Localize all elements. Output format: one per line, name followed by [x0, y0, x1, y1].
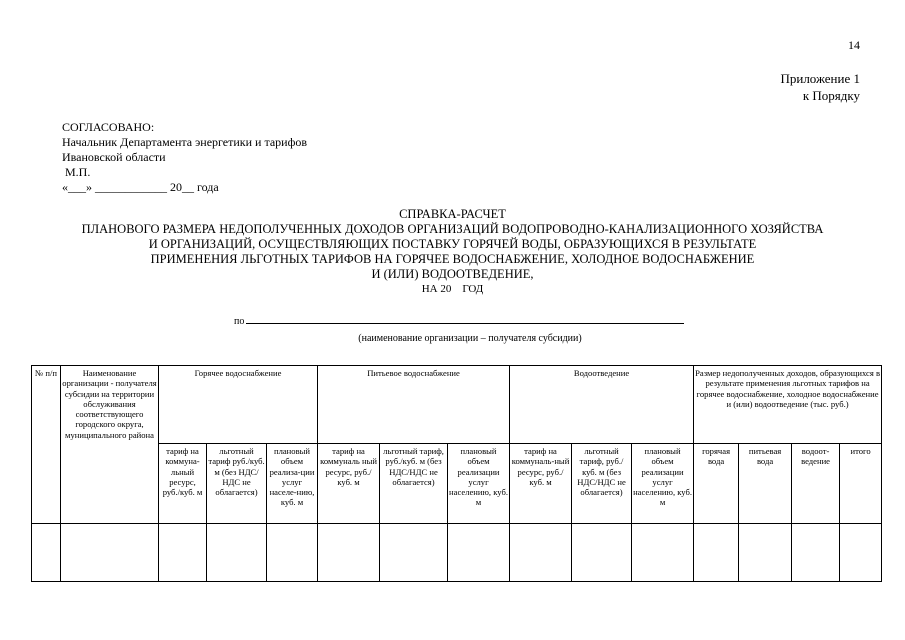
table-cell[interactable] [840, 524, 882, 582]
table-cell[interactable] [448, 524, 510, 582]
header-hot-tariff: тариф на коммуна-льный ресурс, руб./куб. м [159, 444, 207, 524]
calculation-table [31, 365, 882, 582]
header-hot-planned-volume: плановый объем реализа-ции услуг населе-нию, куб. м [267, 444, 318, 524]
header-loss-hot-water: горячая вода [694, 444, 739, 524]
table-cell[interactable] [632, 524, 694, 582]
table-row [32, 524, 882, 582]
approval-stamp: М.П. [62, 165, 91, 179]
table-cell[interactable] [572, 524, 632, 582]
header-drainage-tariff: тариф на коммуналь-ный ресурс, руб./куб. м [510, 444, 572, 524]
header-organization-name: Наименование организации - получателя субсидии на территории обслуживания соответствующего городского округа, муниципального района [61, 366, 159, 524]
header-drainage: Водоотведение [510, 366, 694, 444]
header-drainage-planned-volume: плановый объем реализации услуг населению, куб. м [632, 444, 694, 524]
title-line-1: СПРАВКА-РАСЧЕТ [399, 207, 506, 221]
header-loss-total: итого [840, 444, 882, 524]
header-drinking-water-supply: Питьевое водоснабжение [318, 366, 510, 444]
appendix-line-2: к Порядку [802, 88, 860, 103]
header-drinking-planned-volume: плановый объем реализации услуг населению, куб. м [448, 444, 510, 524]
title-year-line: НА 20 ГОД [421, 283, 484, 295]
table-cell[interactable] [792, 524, 840, 582]
organization-line [234, 314, 684, 327]
appendix-line-1: Приложение 1 [780, 71, 860, 86]
organization-prefix: по [234, 316, 245, 327]
page-number: 14 [848, 38, 860, 52]
header-lost-income: Размер недополученных доходов, образующихся в результате применения льготных тарифов на горячее водоснабжение, холодное водоснабжение и (или) водоотведение (тыс. руб.) [694, 366, 882, 444]
header-loss-drainage: водоот-ведение [792, 444, 840, 524]
table-cell[interactable] [207, 524, 267, 582]
header-drinking-tariff: тариф на коммуналь ный ресурс, руб./куб. м [318, 444, 380, 524]
document-title [45, 207, 860, 297]
title-line-2: ПЛАНОВОГО РАЗМЕРА НЕДОПОЛУЧЕННЫХ ДОХОДОВ ОРГАНИЗАЦИЙ ВОДОПРОВОДНО-КАНАЛИЗАЦИОННОГО ХОЗЯЙСТВА [81, 222, 824, 236]
table-cell[interactable] [510, 524, 572, 582]
table-cell[interactable] [61, 524, 159, 582]
table-cell[interactable] [694, 524, 739, 582]
table-cell[interactable] [318, 524, 380, 582]
table-cell[interactable] [267, 524, 318, 582]
table-cell[interactable] [739, 524, 792, 582]
table-cell[interactable] [159, 524, 207, 582]
header-hot-water-supply: Горячее водоснабжение [159, 366, 318, 444]
table-cell[interactable] [380, 524, 448, 582]
approval-heading: СОГЛАСОВАНО: [62, 120, 155, 134]
appendix-reference [780, 70, 860, 104]
approval-block [62, 120, 307, 195]
header-number: № п/п [32, 366, 61, 524]
approval-position: Начальник Департамента энергетики и тарифов [62, 135, 308, 149]
approval-region: Ивановской области [62, 150, 166, 164]
header-drainage-privileged-tariff: льготный тариф, руб./куб. м (без НДС/НДС не облагается) [572, 444, 632, 524]
title-line-5: И (ИЛИ) ВОДООТВЕДЕНИЕ, [371, 267, 534, 281]
approval-date-line: «___» ____________ 20__ года [62, 180, 219, 194]
title-line-3: И ОРГАНИЗАЦИЙ, ОСУЩЕСТВЛЯЮЩИХ ПОСТАВКУ ГОРЯЧЕЙ ВОДЫ, ОБРАЗУЮЩИХСЯ В РЕЗУЛЬТАТЕ [148, 237, 757, 251]
header-drinking-privileged-tariff: льготный тариф, руб./куб. м (без НДС/НДС не облагается) [380, 444, 448, 524]
title-line-4: ПРИМЕНЕНИЯ ЛЬГОТНЫХ ТАРИФОВ НА ГОРЯЧЕЕ ВОДОСНАБЖЕНИЕ, ХОЛОДНОЕ ВОДОСНАБЖЕНИЕ [150, 252, 755, 266]
organization-caption: (наименование организации – получателя субсидии) [358, 333, 582, 344]
organization-blank [246, 314, 684, 324]
header-loss-drinking-water: питьевая вода [739, 444, 792, 524]
table-cell[interactable] [32, 524, 61, 582]
header-hot-privileged-tariff: льготный тариф руб./куб. м (без НДС/НДС не облагается) [207, 444, 267, 524]
